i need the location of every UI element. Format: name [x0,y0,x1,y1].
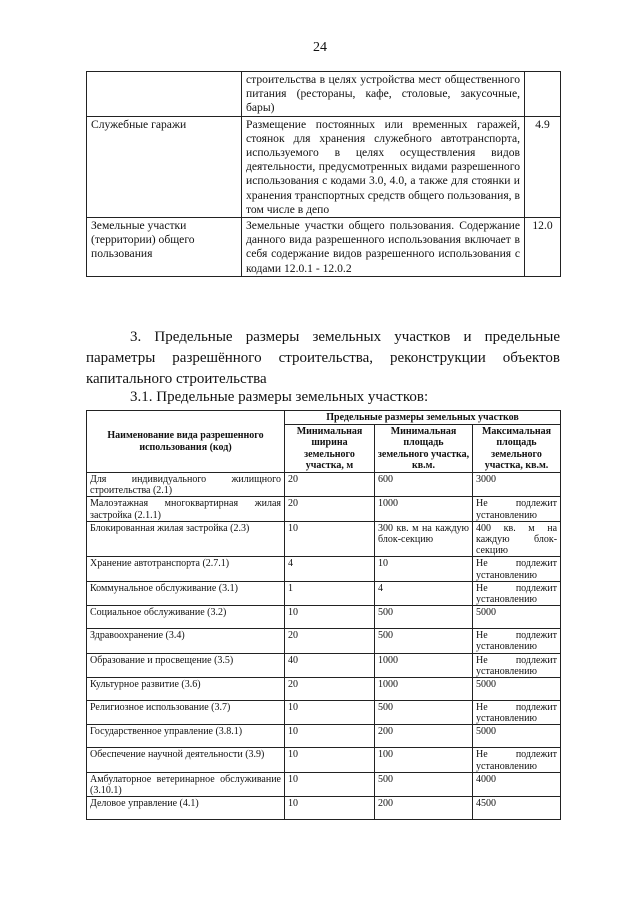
table-cell-max-area: 4000 [473,772,561,796]
table-cell-use-type: Для индивидуального жилищного строительства (2.1) [87,473,285,497]
table-cell-use-type: Блокированная жилая застройка (2.3) [87,521,285,557]
section-heading [86,327,560,390]
table-cell-use-type: Обеспечение научной деятельности (3.9) [87,748,285,772]
table-cell-code: 12.0 [525,218,561,277]
table-cell-code [525,72,561,117]
table-cell-name: Земельные участки (территории) общего пользования [87,218,242,277]
table-cell-min-area: 100 [375,748,473,772]
section-subheading: 3.1. Предельные размеры земельных участков: [130,389,429,405]
table-cell-use-type: Социальное обслуживание (3.2) [87,606,285,629]
table-row [87,701,561,725]
col-header-min-width: Минимальная ширина земельного участка, м [285,425,375,473]
plot-size-limits-table [86,410,561,820]
table-cell-min-area: 1000 [375,678,473,701]
table-cell-code: 4.9 [525,116,561,217]
table-cell-description: строительства в целях устройства мест общественного питания (рестораны, кафе, столовые, закусочные, бары) [242,72,525,117]
table-cell-min-area: 200 [375,797,473,820]
section-heading-text: 3. Предельные размеры земельных участков и предельные параметры разрешённого строительства, реконструкции объектов капитального строительства [86,329,560,387]
table-cell-min-area: 1000 [375,497,473,521]
table-cell-name [87,72,242,117]
table-cell-min-area: 500 [375,701,473,725]
table-cell-use-type: Здравоохранение (3.4) [87,629,285,653]
table-cell-max-area: Не подлежит установлению [473,701,561,725]
table-cell-min-width: 20 [285,629,375,653]
table-row [87,653,561,677]
table-row [87,606,561,629]
table-cell-name: Служебные гаражи [87,116,242,217]
table-cell-use-type: Амбулаторное ветеринарное обслуживание (3.10.1) [87,772,285,796]
table-row [87,581,561,605]
table-cell-min-area: 4 [375,581,473,605]
table-cell-max-area: Не подлежит установлению [473,653,561,677]
table-cell-min-area: 200 [375,725,473,748]
table-cell-max-area: 5000 [473,678,561,701]
table-row [87,797,561,820]
table-cell-min-area: 500 [375,629,473,653]
table-row [87,629,561,653]
table-cell-use-type: Религиозное использование (3.7) [87,701,285,725]
table-cell-min-width: 20 [285,678,375,701]
table-cell-min-area: 300 кв. м на каждую блок-секцию [375,521,473,557]
table-cell-max-area: 5000 [473,725,561,748]
table-cell-min-area: 500 [375,606,473,629]
table-cell-min-width: 10 [285,606,375,629]
table-cell-min-width: 20 [285,473,375,497]
page-number: 24 [313,40,327,55]
table-cell-max-area: 4500 [473,797,561,820]
table-cell-use-type: Образование и просвещение (3.5) [87,653,285,677]
table-row [87,116,561,217]
table-cell-min-width: 10 [285,725,375,748]
table-cell-max-area: Не подлежит установлению [473,557,561,581]
table-cell-use-type: Культурное развитие (3.6) [87,678,285,701]
col-header-max-area: Максимальная площадь земельного участка, кв.м. [473,425,561,473]
table-cell-use-type: Малоэтажная многоквартирная жилая застройка (2.1.1) [87,497,285,521]
table-cell-description: Размещение постоянных или временных гаражей, стоянок для хранения служебного автотранспорта, используемого в целях осуществления видов деятельности, предусмотренных видами разрешенного использования с кодами 3.0, 4.0, а также для стоянки и хранения транспортных средств общего пользования, в том числе в депо [242,116,525,217]
table-cell-use-type: Хранение автотранспорта (2.7.1) [87,557,285,581]
table-cell-max-area: Не подлежит установлению [473,581,561,605]
col-header-use-type: Наименование вида разрешенного использования (код) [87,411,285,473]
table-row [87,557,561,581]
col-header-min-area: Минимальная площадь земельного участка, кв.м. [375,425,473,473]
table-row [87,473,561,497]
table-cell-min-area: 600 [375,473,473,497]
table-row [87,725,561,748]
table-row [87,772,561,796]
permitted-use-table [86,71,561,277]
table-row [87,678,561,701]
table-cell-min-width: 10 [285,797,375,820]
table-cell-min-width: 1 [285,581,375,605]
table-row [87,748,561,772]
table-cell-max-area: 400 кв. м на каждую блок-секцию [473,521,561,557]
table-cell-max-area: 5000 [473,606,561,629]
table-cell-min-width: 10 [285,701,375,725]
table-cell-max-area: Не подлежит установлению [473,629,561,653]
table-cell-min-area: 500 [375,772,473,796]
table-cell-min-area: 10 [375,557,473,581]
table-cell-use-type: Государственное управление (3.8.1) [87,725,285,748]
table-cell-min-width: 20 [285,497,375,521]
table-cell-max-area: 3000 [473,473,561,497]
table-row [87,497,561,521]
table-cell-min-width: 4 [285,557,375,581]
group-header-limits: Предельные размеры земельных участков [285,411,561,425]
table-row [87,72,561,117]
table-cell-description: Земельные участки общего пользования. Содержание данного вида разрешенного использования включает в себя содержание видов разрешенного использования с кодами 12.0.1 - 12.0.2 [242,218,525,277]
table-row [87,218,561,277]
table-cell-max-area: Не подлежит установлению [473,497,561,521]
table-cell-min-width: 10 [285,521,375,557]
table-cell-max-area: Не подлежит установлению [473,748,561,772]
table-cell-use-type: Деловое управление (4.1) [87,797,285,820]
table-cell-min-width: 10 [285,748,375,772]
limits-table-body [87,473,561,820]
table-cell-use-type: Коммунальное обслуживание (3.1) [87,581,285,605]
table-cell-min-area: 1000 [375,653,473,677]
table-cell-min-width: 10 [285,772,375,796]
table-row [87,521,561,557]
table-cell-min-width: 40 [285,653,375,677]
